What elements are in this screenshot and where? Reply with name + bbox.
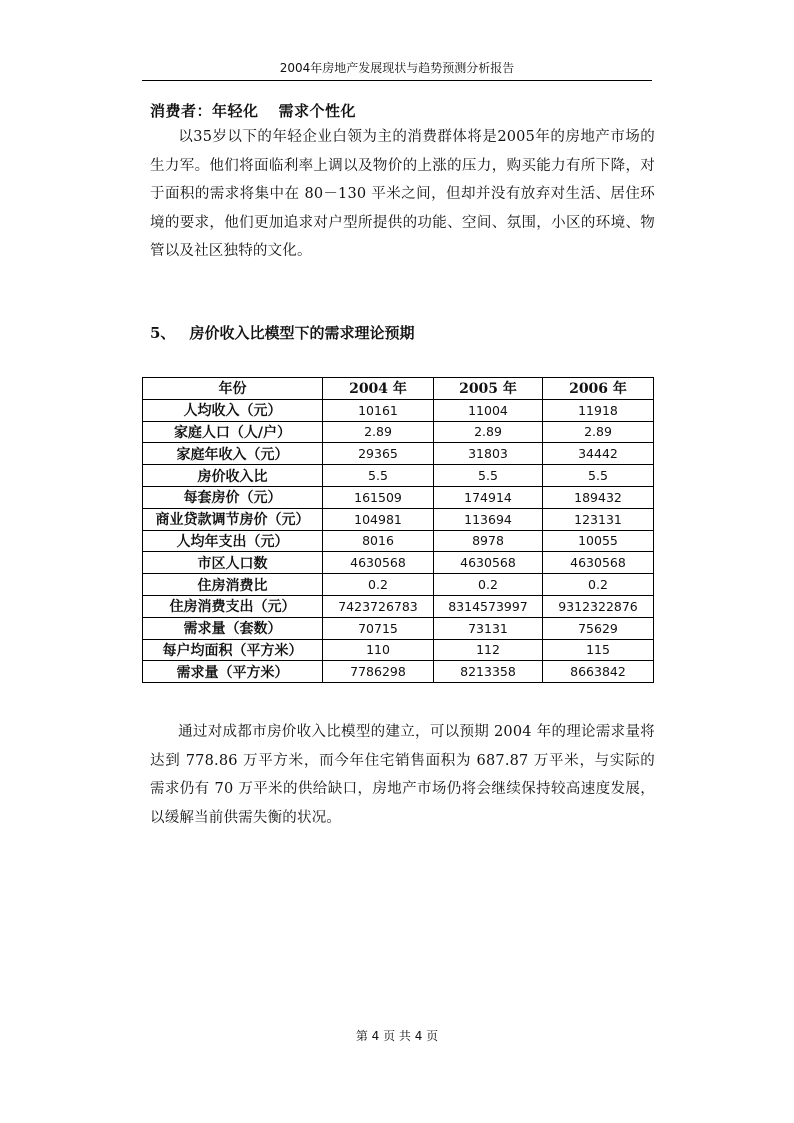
- table-row-label: 住房消费比: [143, 574, 323, 596]
- table-cell: 0.2: [323, 574, 434, 596]
- consumer-subheading: [150, 100, 356, 121]
- table-cell: 10055: [543, 530, 654, 552]
- section-heading: [150, 322, 414, 343]
- table-cell: 8978: [434, 530, 543, 552]
- table-cell: 0.2: [434, 574, 543, 596]
- table-row-label: 住房消费支出（元）: [143, 595, 323, 617]
- table-cell: 110: [323, 639, 434, 661]
- table-row: [143, 661, 654, 683]
- table-row-label: 人均收入（元）: [143, 399, 323, 421]
- table-cell: 8663842: [543, 661, 654, 683]
- table-row: [143, 486, 654, 508]
- subheading-part1: 消费者：年轻化: [150, 102, 259, 120]
- table-row-label: 家庭人口（人/户）: [143, 421, 323, 443]
- conclusion-paragraph-text: 通过对成都市房价收入比模型的建立，可以预期 2004 年的理论需求量将达到 778.86 万平方米，而今年住宅销售面积为 687.87 万平米，与实际的需求仍有 70 万平米的供给缺口，房地产市场仍将会继续保持较高速度发展，以缓解当前供需失衡的状况。: [150, 724, 655, 826]
- table-header-cell: 2006 年: [543, 378, 654, 400]
- table-cell: 75629: [543, 617, 654, 639]
- table-cell: 189432: [543, 486, 654, 508]
- table-row: [143, 617, 654, 639]
- table-cell: 2.89: [323, 421, 434, 443]
- table-cell: 70715: [323, 617, 434, 639]
- table-cell: 34442: [543, 443, 654, 465]
- table-row-label: 市区人口数: [143, 552, 323, 574]
- table-cell: 11004: [434, 399, 543, 421]
- table-cell: 174914: [434, 486, 543, 508]
- table-row: [143, 465, 654, 487]
- conclusion-paragraph: [150, 718, 655, 832]
- table-row: [143, 639, 654, 661]
- table-row-label: 家庭年收入（元）: [143, 443, 323, 465]
- table-row: [143, 399, 654, 421]
- table-cell: 4630568: [543, 552, 654, 574]
- table-header-cell: 2005 年: [434, 378, 543, 400]
- table-row: [143, 443, 654, 465]
- table-header-row: [143, 378, 654, 400]
- table-row-label: 人均年支出（元）: [143, 530, 323, 552]
- section-number: 5、: [150, 324, 176, 342]
- table-cell: 123131: [543, 508, 654, 530]
- table-cell: 5.5: [323, 465, 434, 487]
- table-cell: 112: [434, 639, 543, 661]
- table-header-cell: 2004 年: [323, 378, 434, 400]
- table-cell: 8314573997: [434, 595, 543, 617]
- table-cell: 0.2: [543, 574, 654, 596]
- table-row: [143, 595, 654, 617]
- page-header: 2004年房地产发展现状与趋势预测分析报告: [279, 61, 515, 75]
- table-row-label: 需求量（平方米）: [143, 661, 323, 683]
- consumer-paragraph: [150, 123, 655, 266]
- table-cell: 4630568: [434, 552, 543, 574]
- table-row: [143, 574, 654, 596]
- table-cell: 8213358: [434, 661, 543, 683]
- table-cell: 7423726783: [323, 595, 434, 617]
- table-cell: 31803: [434, 443, 543, 465]
- table-cell: 11918: [543, 399, 654, 421]
- header-divider: [142, 80, 652, 81]
- table-cell: 7786298: [323, 661, 434, 683]
- table-cell: 161509: [323, 486, 434, 508]
- table-row: [143, 421, 654, 443]
- table-row: [143, 508, 654, 530]
- table-cell: 5.5: [434, 465, 543, 487]
- consumer-paragraph-text: 以35岁以下的年轻企业白领为主的消费群体将是2005年的房地产市场的生力军。他们将面临利率上调以及物价的上涨的压力，购买能力有所下降，对于面积的需求将集中在 80－130 平米之间，但却并没有放弃对生活、居住环境的要求，他们更加追求对户型所提供的功能、空间、氛围，小区的环境、物管以及社区独特的文化。: [150, 129, 655, 260]
- section-title: 房价收入比模型下的需求理论预期: [189, 324, 415, 342]
- subheading-part2: 需求个性化: [278, 102, 357, 120]
- table-cell: 10161: [323, 399, 434, 421]
- table-row-label: 房价收入比: [143, 465, 323, 487]
- table-cell: 104981: [323, 508, 434, 530]
- table-cell: 2.89: [543, 421, 654, 443]
- table-row-label: 需求量（套数）: [143, 617, 323, 639]
- table-row: [143, 530, 654, 552]
- table-row-label: 每套房价（元）: [143, 486, 323, 508]
- table-cell: 113694: [434, 508, 543, 530]
- table-cell: 9312322876: [543, 595, 654, 617]
- table-row: [143, 552, 654, 574]
- table-cell: 8016: [323, 530, 434, 552]
- table-header-cell: 年份: [143, 378, 323, 400]
- table-row-label: 商业贷款调节房价（元）: [143, 508, 323, 530]
- table-cell: 115: [543, 639, 654, 661]
- table-cell: 73131: [434, 617, 543, 639]
- page-footer: 第 4 页 共 4 页: [355, 1029, 439, 1043]
- table-cell: 5.5: [543, 465, 654, 487]
- table-cell: 29365: [323, 443, 434, 465]
- demand-forecast-table: [142, 377, 654, 683]
- table-cell: 4630568: [323, 552, 434, 574]
- table-cell: 2.89: [434, 421, 543, 443]
- table-row-label: 每户均面积（平方米）: [143, 639, 323, 661]
